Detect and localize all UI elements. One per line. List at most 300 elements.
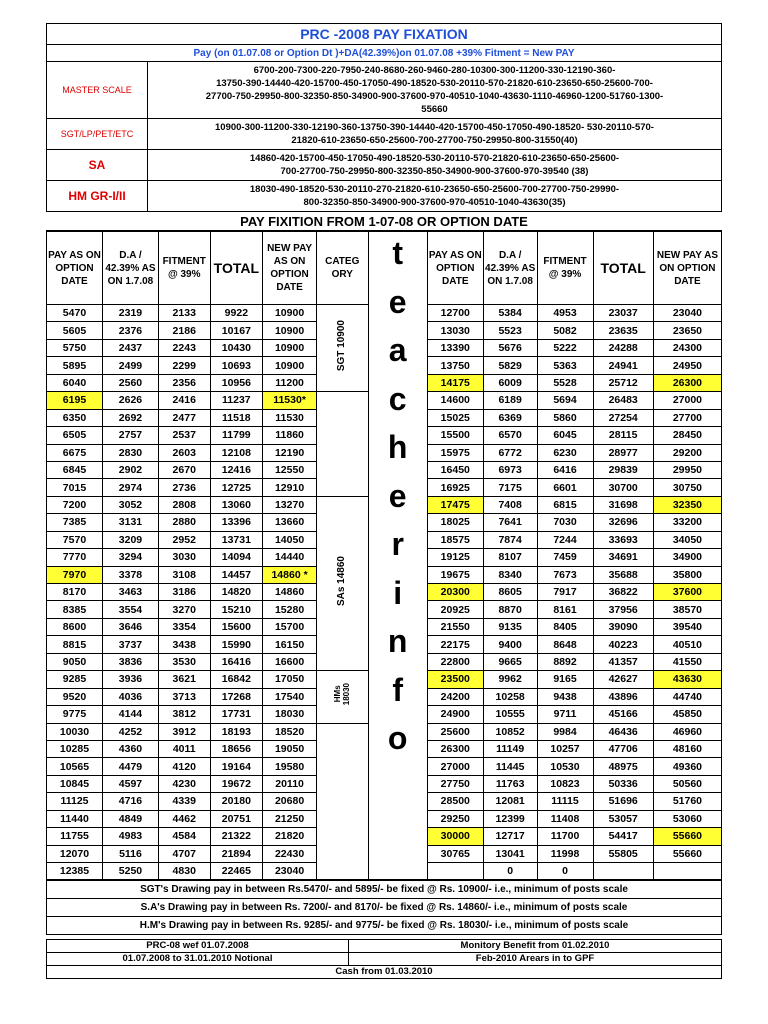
right-cell: 48975 <box>593 758 653 775</box>
left-cell: 10900 <box>263 322 317 339</box>
right-cell: 9165 <box>537 671 593 688</box>
vertical-word-letter: c <box>388 380 407 417</box>
right-cell: 7874 <box>483 531 537 548</box>
right-cell: 23500 <box>427 671 483 688</box>
left-cell: 20680 <box>263 793 317 810</box>
left-cell: 11530 <box>263 409 317 426</box>
right-cell: 38570 <box>653 601 721 618</box>
left-cell: 7970 <box>47 566 103 583</box>
pay-fixation-document <box>46 23 722 979</box>
right-cell: 24288 <box>593 339 653 356</box>
left-cell: 12070 <box>47 845 103 862</box>
pay-fixation-table <box>46 231 722 880</box>
left-cell: 10845 <box>47 775 103 792</box>
right-cell: 34691 <box>593 549 653 566</box>
right-cell: 7641 <box>483 514 537 531</box>
left-cell: 16416 <box>210 653 263 670</box>
scale-label-hm: HM GR-I/II <box>47 181 148 212</box>
scale-line: 800-32350-850-34900-900-37600-970-40510-1040-43630(35) <box>303 197 566 208</box>
left-cell: 2952 <box>158 531 210 548</box>
left-cell: 4144 <box>102 706 158 723</box>
category-sa <box>316 496 368 670</box>
right-cell: 9135 <box>483 618 537 635</box>
left-cell: 3108 <box>158 566 210 583</box>
right-cell: 6815 <box>537 496 593 513</box>
left-cell: 9050 <box>47 653 103 670</box>
vertical-word-letter: a <box>388 332 407 368</box>
left-cell: 10430 <box>210 339 263 356</box>
right-cell: 13750 <box>427 357 483 374</box>
right-cell: 5384 <box>483 305 537 322</box>
right-cell: 26300 <box>653 374 721 391</box>
left-cell: 7770 <box>47 549 103 566</box>
right-cell <box>653 863 721 880</box>
left-cell: 4983 <box>102 828 158 845</box>
left-cell: 6505 <box>47 427 103 444</box>
left-cell: 2974 <box>102 479 158 496</box>
left-cell: 14050 <box>263 531 317 548</box>
right-cell: 8340 <box>483 566 537 583</box>
left-cell: 2880 <box>158 514 210 531</box>
category-blank <box>316 392 368 497</box>
scale-label-sa: SA <box>47 150 148 181</box>
left-cell: 2299 <box>158 357 210 374</box>
left-cell: 10900 <box>263 357 317 374</box>
right-cell: 14175 <box>427 374 483 391</box>
right-cell: 17475 <box>427 496 483 513</box>
right-cell: 32696 <box>593 514 653 531</box>
right-cell: 37600 <box>653 584 721 601</box>
right-cell: 6230 <box>537 444 593 461</box>
left-cell: 2437 <box>102 339 158 356</box>
right-cell: 5082 <box>537 322 593 339</box>
left-cell: 10900 <box>263 339 317 356</box>
right-cell: 51696 <box>593 793 653 810</box>
left-cell: 4716 <box>102 793 158 810</box>
note-sa: S.A's Drawing pay in between Rs. 7200/- and 8170/- be fixed @ Rs. 14860/- i.e., minimum of posts scale <box>47 899 722 917</box>
left-cell: 15280 <box>263 601 317 618</box>
left-cell: 2537 <box>158 427 210 444</box>
right-cell: 55805 <box>593 845 653 862</box>
right-cell: 27000 <box>427 758 483 775</box>
right-cell: 6973 <box>483 461 537 478</box>
right-cell <box>427 863 483 880</box>
right-cell: 30700 <box>593 479 653 496</box>
right-cell: 28450 <box>653 427 721 444</box>
left-cell: 3131 <box>102 514 158 531</box>
vertical-word-cell <box>368 232 427 880</box>
left-cell: 2808 <box>158 496 210 513</box>
left-cell: 8815 <box>47 636 103 653</box>
right-cell: 55660 <box>653 828 721 845</box>
left-cell: 13270 <box>263 496 317 513</box>
right-cell: 23040 <box>653 305 721 322</box>
left-cell: 13396 <box>210 514 263 531</box>
notes-table <box>46 880 722 935</box>
left-cell: 3713 <box>158 688 210 705</box>
left-cell: 20110 <box>263 775 317 792</box>
right-cell: 16925 <box>427 479 483 496</box>
category-blank <box>316 723 368 880</box>
left-cell: 3270 <box>158 601 210 618</box>
right-cell: 27000 <box>653 392 721 409</box>
right-cell: 11700 <box>537 828 593 845</box>
scale-line: 14860-420-15700-450-17050-490-18520-530-20110-570-21820-610-23650-650-25600- <box>249 153 620 164</box>
left-cell: 13731 <box>210 531 263 548</box>
left-cell: 2133 <box>158 305 210 322</box>
left-cell: 9775 <box>47 706 103 723</box>
left-cell: 2603 <box>158 444 210 461</box>
left-cell: 3812 <box>158 706 210 723</box>
page-title: PRC -2008 PAY FIXATION <box>47 24 722 45</box>
left-cell: 4584 <box>158 828 210 845</box>
left-cell: 11440 <box>47 810 103 827</box>
left-cell: 17268 <box>210 688 263 705</box>
header-pay: PAY AS ON OPTION DATE <box>427 232 483 305</box>
left-cell: 3294 <box>102 549 158 566</box>
left-cell: 5605 <box>47 322 103 339</box>
right-cell: 24200 <box>427 688 483 705</box>
left-cell: 2376 <box>102 322 158 339</box>
left-cell: 21894 <box>210 845 263 862</box>
right-cell: 15500 <box>427 427 483 444</box>
right-cell: 5860 <box>537 409 593 426</box>
left-cell: 11200 <box>263 374 317 391</box>
scale-label-sgt: SGT/LP/PET/ETC <box>47 119 148 150</box>
right-cell: 18025 <box>427 514 483 531</box>
footer-monitory: Monitory Benefit from 01.02.2010 <box>349 940 722 953</box>
right-cell: 29839 <box>593 461 653 478</box>
right-cell: 19675 <box>427 566 483 583</box>
left-cell: 8600 <box>47 618 103 635</box>
left-cell: 6040 <box>47 374 103 391</box>
right-cell: 30765 <box>427 845 483 862</box>
left-cell: 3463 <box>102 584 158 601</box>
right-cell: 54417 <box>593 828 653 845</box>
right-cell: 13390 <box>427 339 483 356</box>
left-cell: 2243 <box>158 339 210 356</box>
left-cell: 11518 <box>210 409 263 426</box>
left-cell: 4849 <box>102 810 158 827</box>
vertical-word-letter: e <box>388 283 407 320</box>
right-cell: 6189 <box>483 392 537 409</box>
right-cell: 7459 <box>537 549 593 566</box>
left-cell: 21250 <box>263 810 317 827</box>
right-cell: 24900 <box>427 706 483 723</box>
right-cell: 30750 <box>653 479 721 496</box>
left-cell: 14094 <box>210 549 263 566</box>
right-cell: 11408 <box>537 810 593 827</box>
header-pay: PAY AS ON OPTION DATE <box>47 232 103 305</box>
left-cell: 6195 <box>47 392 103 409</box>
vertical-word-letter: i <box>393 574 403 611</box>
right-cell: 6570 <box>483 427 537 444</box>
left-cell: 14820 <box>210 584 263 601</box>
left-cell: 18520 <box>263 723 317 740</box>
category-hm-line: HMs <box>333 685 343 703</box>
right-cell: 26300 <box>427 740 483 757</box>
right-cell: 10258 <box>483 688 537 705</box>
right-cell: 11115 <box>537 793 593 810</box>
left-cell: 14457 <box>210 566 263 583</box>
right-cell: 4953 <box>537 305 593 322</box>
right-cell: 23650 <box>653 322 721 339</box>
left-cell: 8385 <box>47 601 103 618</box>
right-cell: 23037 <box>593 305 653 322</box>
right-cell: 31698 <box>593 496 653 513</box>
right-cell: 49360 <box>653 758 721 775</box>
left-cell: 4036 <box>102 688 158 705</box>
scale-value-hm <box>148 181 722 212</box>
right-cell: 33200 <box>653 514 721 531</box>
vertical-word-letter: f <box>392 671 403 708</box>
left-cell: 4011 <box>158 740 210 757</box>
right-cell: 34900 <box>653 549 721 566</box>
left-cell: 19580 <box>263 758 317 775</box>
right-cell: 5694 <box>537 392 593 409</box>
right-cell: 35688 <box>593 566 653 583</box>
right-cell: 6045 <box>537 427 593 444</box>
right-cell: 20925 <box>427 601 483 618</box>
right-cell: 10852 <box>483 723 537 740</box>
left-cell: 14440 <box>263 549 317 566</box>
left-cell: 9285 <box>47 671 103 688</box>
footer-table <box>46 939 722 979</box>
left-cell: 18030 <box>263 706 317 723</box>
left-cell: 11799 <box>210 427 263 444</box>
left-cell: 7570 <box>47 531 103 548</box>
left-cell: 12550 <box>263 461 317 478</box>
left-cell: 21322 <box>210 828 263 845</box>
left-cell: 3378 <box>102 566 158 583</box>
right-cell: 29200 <box>653 444 721 461</box>
right-cell: 6369 <box>483 409 537 426</box>
left-cell: 3912 <box>158 723 210 740</box>
right-cell: 5829 <box>483 357 537 374</box>
right-cell: 8892 <box>537 653 593 670</box>
left-cell: 12725 <box>210 479 263 496</box>
left-cell: 12416 <box>210 461 263 478</box>
left-cell: 9922 <box>210 305 263 322</box>
right-cell: 29950 <box>653 461 721 478</box>
left-cell: 13660 <box>263 514 317 531</box>
left-cell: 2560 <box>102 374 158 391</box>
right-cell: 47706 <box>593 740 653 757</box>
right-cell: 27750 <box>427 775 483 792</box>
right-cell: 50560 <box>653 775 721 792</box>
right-cell: 24950 <box>653 357 721 374</box>
scale-line: 6700-200-7300-220-7950-240-8680-260-9460-280-10300-300-11200-330-12190-360- <box>253 65 616 76</box>
left-cell: 5116 <box>102 845 158 862</box>
left-cell: 14860 <box>263 584 317 601</box>
left-cell: 12385 <box>47 863 103 880</box>
note-sgt: SGT's Drawing pay in between Rs.5470/- and 5895/- be fixed @ Rs. 10900/- i.e., minimum of posts scale <box>47 881 722 899</box>
left-cell: 3646 <box>102 618 158 635</box>
left-cell: 16842 <box>210 671 263 688</box>
right-cell: 32350 <box>653 496 721 513</box>
right-cell: 12700 <box>427 305 483 322</box>
left-cell: 5895 <box>47 357 103 374</box>
right-cell: 13030 <box>427 322 483 339</box>
left-cell: 3209 <box>102 531 158 548</box>
header-table <box>46 23 722 212</box>
left-cell: 11237 <box>210 392 263 409</box>
note-hm: H.M's Drawing pay in between Rs. 9285/- and 9775/- be fixed @ Rs. 18030/- i.e., minimum of posts scale <box>47 917 722 935</box>
left-cell: 7015 <box>47 479 103 496</box>
vertical-word-letter: n <box>387 623 408 659</box>
right-cell: 48160 <box>653 740 721 757</box>
header-da: D.A / 42.39% AS ON 1.7.08 <box>102 232 158 305</box>
table-heading: PAY FIXITION FROM 1-07-08 OR OPTION DATE <box>46 212 722 231</box>
left-cell: 2736 <box>158 479 210 496</box>
right-cell: 6772 <box>483 444 537 461</box>
category-sgt-label: SGT 10900 <box>336 320 348 372</box>
left-cell: 3554 <box>102 601 158 618</box>
right-cell: 34050 <box>653 531 721 548</box>
left-cell: 3186 <box>158 584 210 601</box>
left-cell: 13060 <box>210 496 263 513</box>
right-cell: 8648 <box>537 636 593 653</box>
right-cell: 37956 <box>593 601 653 618</box>
footer-notional: 01.07.2008 to 31.01.2010 Notional <box>47 953 349 966</box>
left-cell: 5250 <box>102 863 158 880</box>
right-cell: 10823 <box>537 775 593 792</box>
left-cell: 10956 <box>210 374 263 391</box>
right-cell: 42627 <box>593 671 653 688</box>
right-cell: 8161 <box>537 601 593 618</box>
left-cell: 2692 <box>102 409 158 426</box>
left-cell: 3737 <box>102 636 158 653</box>
right-cell: 6416 <box>537 461 593 478</box>
scale-value-master <box>148 62 722 119</box>
footer-arrears: Feb-2010 Arears in to GPF <box>349 953 722 966</box>
left-cell: 2757 <box>102 427 158 444</box>
left-cell: 2670 <box>158 461 210 478</box>
right-cell: 36822 <box>593 584 653 601</box>
left-cell: 18656 <box>210 740 263 757</box>
right-cell: 53060 <box>653 810 721 827</box>
left-cell: 15600 <box>210 618 263 635</box>
right-cell: 12399 <box>483 810 537 827</box>
right-cell: 33693 <box>593 531 653 548</box>
right-cell: 9400 <box>483 636 537 653</box>
left-cell: 17540 <box>263 688 317 705</box>
left-cell: 12108 <box>210 444 263 461</box>
left-cell: 22465 <box>210 863 263 880</box>
left-cell: 16600 <box>263 653 317 670</box>
right-cell: 15975 <box>427 444 483 461</box>
left-cell: 4462 <box>158 810 210 827</box>
right-cell: 40510 <box>653 636 721 653</box>
left-cell: 7385 <box>47 514 103 531</box>
left-cell: 18193 <box>210 723 263 740</box>
right-cell: 12081 <box>483 793 537 810</box>
left-cell: 4597 <box>102 775 158 792</box>
header-fitment: FITMENT @ 39% <box>158 232 210 305</box>
right-cell: 27700 <box>653 409 721 426</box>
left-cell: 3052 <box>102 496 158 513</box>
left-cell: 2902 <box>102 461 158 478</box>
left-cell: 20180 <box>210 793 263 810</box>
right-cell: 7244 <box>537 531 593 548</box>
left-cell: 4252 <box>102 723 158 740</box>
right-cell: 15025 <box>427 409 483 426</box>
scale-value-sgt <box>148 119 722 150</box>
right-cell: 44740 <box>653 688 721 705</box>
left-cell: 2319 <box>102 305 158 322</box>
right-cell: 45166 <box>593 706 653 723</box>
right-cell: 40223 <box>593 636 653 653</box>
vertical-word <box>369 236 427 756</box>
left-cell: 11530* <box>263 392 317 409</box>
right-cell: 10530 <box>537 758 593 775</box>
scale-line: 21820-610-23650-650-25600-700-27700-750-29950-800-31550(40) <box>291 135 578 146</box>
right-cell: 30000 <box>427 828 483 845</box>
right-cell: 53057 <box>593 810 653 827</box>
left-cell: 6350 <box>47 409 103 426</box>
left-cell: 15990 <box>210 636 263 653</box>
left-cell: 12910 <box>263 479 317 496</box>
right-cell: 11998 <box>537 845 593 862</box>
right-cell: 7175 <box>483 479 537 496</box>
right-cell <box>593 863 653 880</box>
right-cell: 6601 <box>537 479 593 496</box>
left-cell: 11860 <box>263 427 317 444</box>
right-cell: 51760 <box>653 793 721 810</box>
right-cell: 7917 <box>537 584 593 601</box>
left-cell: 11125 <box>47 793 103 810</box>
left-cell: 17050 <box>263 671 317 688</box>
left-cell: 10693 <box>210 357 263 374</box>
category-hm-line: 18030 <box>342 683 352 706</box>
header-total: TOTAL <box>210 232 263 305</box>
scale-label-master: MASTER SCALE <box>47 62 148 119</box>
right-cell: 26483 <box>593 392 653 409</box>
left-cell: 2186 <box>158 322 210 339</box>
right-cell: 24300 <box>653 339 721 356</box>
right-cell: 0 <box>537 863 593 880</box>
left-cell: 3030 <box>158 549 210 566</box>
left-cell: 4230 <box>158 775 210 792</box>
right-cell: 5363 <box>537 357 593 374</box>
right-cell: 7030 <box>537 514 593 531</box>
left-cell: 19050 <box>263 740 317 757</box>
header-category: CATEG ORY <box>316 232 368 305</box>
vertical-word-letter: h <box>387 429 408 465</box>
right-cell: 29250 <box>427 810 483 827</box>
right-cell: 45850 <box>653 706 721 723</box>
right-cell: 5676 <box>483 339 537 356</box>
right-cell: 24941 <box>593 357 653 374</box>
right-cell: 5222 <box>537 339 593 356</box>
category-sgt <box>316 305 368 392</box>
left-cell: 15210 <box>210 601 263 618</box>
right-cell: 16450 <box>427 461 483 478</box>
right-cell: 11763 <box>483 775 537 792</box>
header-new-pay: NEW PAY AS ON OPTION DATE <box>653 232 721 305</box>
right-cell: 39540 <box>653 618 721 635</box>
right-cell: 22800 <box>427 653 483 670</box>
scale-line: 13750-390-14440-420-15700-450-17050-490-18520-530-20110-570-21820-610-23650-650-25600-700- <box>216 78 653 89</box>
left-cell: 21820 <box>263 828 317 845</box>
right-cell: 41550 <box>653 653 721 670</box>
left-cell: 17731 <box>210 706 263 723</box>
left-cell: 23040 <box>263 863 317 880</box>
left-cell: 3621 <box>158 671 210 688</box>
left-cell: 3354 <box>158 618 210 635</box>
left-cell: 2416 <box>158 392 210 409</box>
scale-line: 55660 <box>421 104 448 115</box>
